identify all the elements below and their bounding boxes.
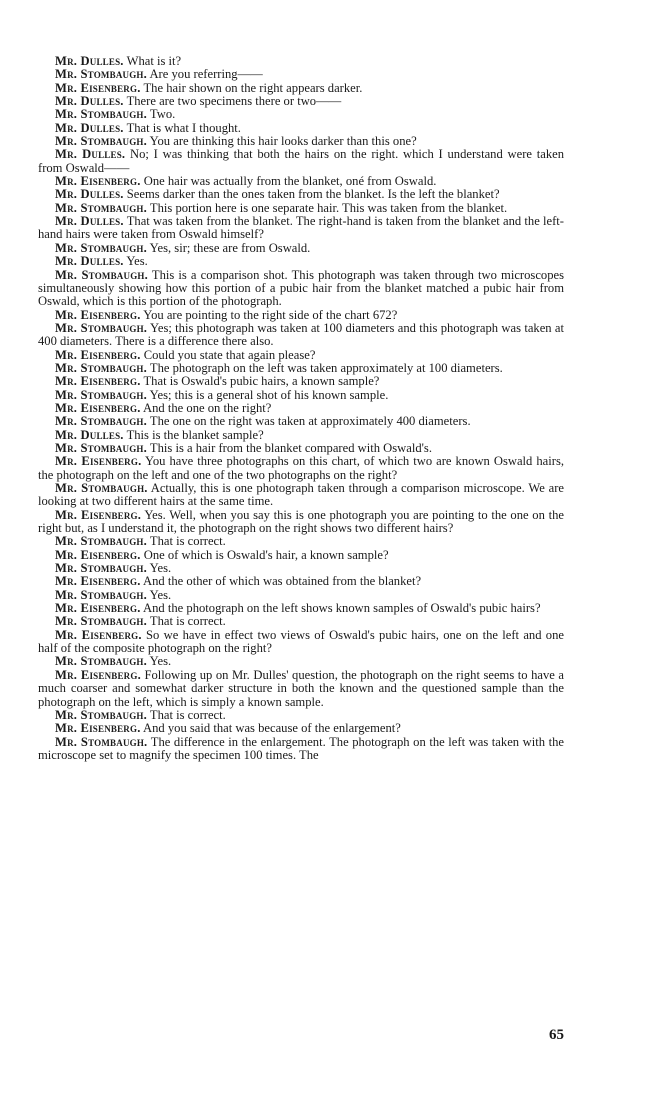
speaker-name: Mr. Dulles.	[55, 120, 124, 135]
speaker-name: Mr. Eisenberg.	[55, 374, 141, 389]
speaker-name: Mr. Eisenberg.	[55, 627, 142, 642]
speech-text: Yes.	[126, 254, 148, 269]
transcript-paragraph	[38, 669, 564, 709]
speech-text: The difference in the enlargement. The photograph on the left was taken with the microscope set to magnify the specimen 100 times. The	[38, 734, 564, 762]
transcript-paragraph	[38, 202, 564, 215]
speech-text: You are thinking this hair looks darker than this one?	[149, 134, 417, 149]
speech-text: That is correct.	[149, 707, 226, 722]
speaker-name: Mr. Eisenberg.	[55, 547, 141, 562]
speaker-name: Mr. Stombaugh.	[55, 734, 148, 749]
transcript-paragraph	[38, 269, 564, 309]
speech-text: No; I was thinking that both the hairs on the right. which I understand were taken from Oswald——	[38, 147, 565, 175]
page-number: 65	[549, 1027, 564, 1043]
transcript-paragraph	[38, 55, 564, 68]
speech-text: There are two specimens there or two——	[126, 94, 342, 109]
speaker-name: Mr. Eisenberg.	[55, 721, 141, 736]
transcript-paragraph	[38, 589, 564, 602]
speech-text: Yes; this is a general shot of his known sample.	[149, 387, 389, 402]
transcript-paragraph	[38, 108, 564, 121]
speaker-name: Mr. Eisenberg.	[55, 307, 141, 322]
speaker-name: Mr. Eisenberg.	[55, 574, 141, 589]
transcript-paragraph	[38, 722, 564, 735]
speech-text: The one on the right was taken at approximately 400 diameters.	[149, 414, 471, 429]
speech-text: That is correct.	[149, 614, 226, 629]
speaker-name: Mr. Eisenberg.	[55, 400, 141, 415]
transcript-paragraph	[38, 135, 564, 148]
speech-text: One hair was actually from the blanket, oné from Oswald.	[143, 174, 437, 189]
transcript-paragraph	[38, 322, 564, 349]
transcript-paragraph	[38, 309, 564, 322]
speech-text: This is a comparison shot. This photograph was taken through two microscopes simultaneously showing how this portion of a pubic hair from the blanket matched a pubic hair from Oswald, which is this portion of the photograph.	[38, 267, 564, 309]
speaker-name: Mr. Eisenberg.	[55, 454, 142, 469]
transcript-paragraph	[38, 389, 564, 402]
transcript-paragraph	[38, 482, 564, 509]
speaker-name: Mr. Dulles.	[55, 147, 126, 162]
speech-text: That is correct.	[149, 534, 226, 549]
speaker-name: Mr. Stombaugh.	[55, 561, 147, 576]
speaker-name: Mr. Dulles.	[55, 254, 124, 269]
transcript-paragraph	[38, 415, 564, 428]
speech-text: And the other of which was obtained from the blanket?	[143, 574, 422, 589]
speaker-name: Mr. Eisenberg.	[55, 347, 141, 362]
speaker-name: Mr. Stombaugh.	[55, 240, 147, 255]
speaker-name: Mr. Stombaugh.	[55, 200, 147, 215]
speech-text: Actually, this is one photograph taken through a comparison microscope. We are looking at two different hairs at the same time.	[38, 481, 564, 509]
transcript-paragraph	[38, 349, 564, 362]
speech-text: Yes.	[149, 561, 172, 576]
speech-text: The photograph on the left was taken approximately at 100 diameters.	[149, 360, 503, 375]
speech-text: Yes.	[149, 587, 172, 602]
speaker-name: Mr. Eisenberg.	[55, 507, 142, 522]
transcript-paragraph	[38, 242, 564, 255]
speech-text: And you said that was because of the enlargement?	[143, 721, 401, 736]
speaker-name: Mr. Stombaugh.	[55, 534, 147, 549]
speaker-name: Mr. Eisenberg.	[55, 174, 141, 189]
transcript-page	[38, 55, 564, 762]
transcript-paragraph	[38, 362, 564, 375]
speech-text: And the one on the right?	[143, 400, 272, 415]
speech-text: That was taken from the blanket. The right-hand is taken from the blanket and the left-hand hairs were taken from Oswald himself?	[38, 214, 565, 242]
speech-text: Could you state that again please?	[143, 347, 316, 362]
speaker-name: Mr. Stombaugh.	[55, 320, 148, 335]
transcript-paragraph	[38, 215, 564, 242]
speaker-name: Mr. Stombaugh.	[55, 614, 147, 629]
speech-text: This portion here is one separate hair. This was taken from the blanket.	[149, 200, 508, 215]
transcript-paragraph	[38, 575, 564, 588]
speaker-name: Mr. Stombaugh.	[55, 440, 147, 455]
speech-text: The hair shown on the right appears darker.	[143, 80, 363, 95]
speech-text: Yes, sir; these are from Oswald.	[149, 240, 311, 255]
transcript-paragraph	[38, 709, 564, 722]
speaker-name: Mr. Dulles.	[55, 187, 124, 202]
speaker-name: Mr. Stombaugh.	[55, 587, 147, 602]
transcript-paragraph	[38, 122, 564, 135]
speaker-name: Mr. Dulles.	[55, 54, 124, 68]
speech-text: That is Oswald's pubic hairs, a known sample?	[143, 374, 380, 389]
speech-text: You are pointing to the right side of the chart 672?	[143, 307, 398, 322]
speech-text: Yes; this photograph was taken at 100 diameters and this photograph was taken at 400 diameters. There is a difference there also.	[38, 320, 564, 349]
speech-text: Are you referring——	[149, 67, 263, 82]
transcript-paragraph	[38, 602, 564, 615]
speech-text: You have three photographs on this chart, of which two are known Oswald hairs, the photograph on the left and one of the two photographs on the right?	[38, 454, 564, 482]
transcript-paragraph	[38, 736, 564, 763]
speaker-name: Mr. Stombaugh.	[55, 107, 147, 122]
speech-text: And the photograph on the left shows known samples of Oswald's pubic hairs?	[143, 601, 541, 616]
transcript-paragraph	[38, 562, 564, 575]
speech-text: So we have in effect two views of Oswald's pubic hairs, one on the left and one half of the composite photograph on the right?	[38, 627, 564, 656]
speaker-name: Mr. Eisenberg.	[55, 601, 141, 616]
transcript-paragraph	[38, 629, 564, 656]
transcript-paragraph	[38, 82, 564, 95]
speech-text: This is a hair from the blanket compared with Oswald's.	[149, 440, 432, 455]
transcript-paragraph	[38, 255, 564, 268]
transcript-paragraph	[38, 549, 564, 562]
speech-text: Yes.	[149, 654, 172, 669]
speaker-name: Mr. Dulles.	[55, 214, 124, 229]
transcript-paragraph	[38, 402, 564, 415]
transcript-paragraph	[38, 615, 564, 628]
speaker-name: Mr. Dulles.	[55, 94, 124, 109]
transcript-paragraph	[38, 442, 564, 455]
speaker-name: Mr. Stombaugh.	[55, 481, 148, 495]
speaker-name: Mr. Dulles.	[55, 427, 124, 442]
speaker-name: Mr. Stombaugh.	[55, 414, 147, 429]
speech-text: Following up on Mr. Dulles' question, the photograph on the right seems to have a much coarser and somewhat darker structure in both the known and the questioned sample than the photograph on the left, which is simply a known sample.	[38, 667, 564, 709]
speech-text: This is the blanket sample?	[126, 427, 264, 442]
speaker-name: Mr. Stombaugh.	[55, 387, 147, 402]
speaker-name: Mr. Stombaugh.	[55, 267, 148, 282]
transcript-paragraph	[38, 655, 564, 668]
transcript-paragraph	[38, 535, 564, 548]
speaker-name: Mr. Stombaugh.	[55, 707, 147, 722]
transcript-paragraph	[38, 455, 564, 482]
speaker-name: Mr. Stombaugh.	[55, 654, 147, 669]
transcript-paragraph	[38, 509, 564, 536]
speech-text: Seems darker than the ones taken from the blanket. Is the left the blanket?	[126, 187, 500, 202]
speaker-name: Mr. Stombaugh.	[55, 360, 147, 375]
transcript-paragraph	[38, 175, 564, 188]
speaker-name: Mr. Stombaugh.	[55, 134, 147, 149]
transcript-paragraph	[38, 148, 564, 175]
transcript-paragraph	[38, 188, 564, 201]
speech-text: That is what I thought.	[126, 120, 241, 135]
speech-text: What is it?	[126, 54, 182, 68]
transcript-paragraph	[38, 68, 564, 81]
speaker-name: Mr. Eisenberg.	[55, 80, 141, 95]
transcript-paragraph	[38, 429, 564, 442]
speech-text: Yes. Well, when you say this is one photograph you are pointing to the one on the right but, as I understand it, the photograph on the right shows two different hairs?	[38, 507, 564, 536]
transcript-paragraph	[38, 95, 564, 108]
speech-text: One of which is Oswald's hair, a known sample?	[143, 547, 389, 562]
speaker-name: Mr. Stombaugh.	[55, 67, 147, 82]
transcript-paragraph	[38, 375, 564, 388]
speaker-name: Mr. Eisenberg.	[55, 667, 141, 682]
speech-text: Two.	[149, 107, 176, 122]
